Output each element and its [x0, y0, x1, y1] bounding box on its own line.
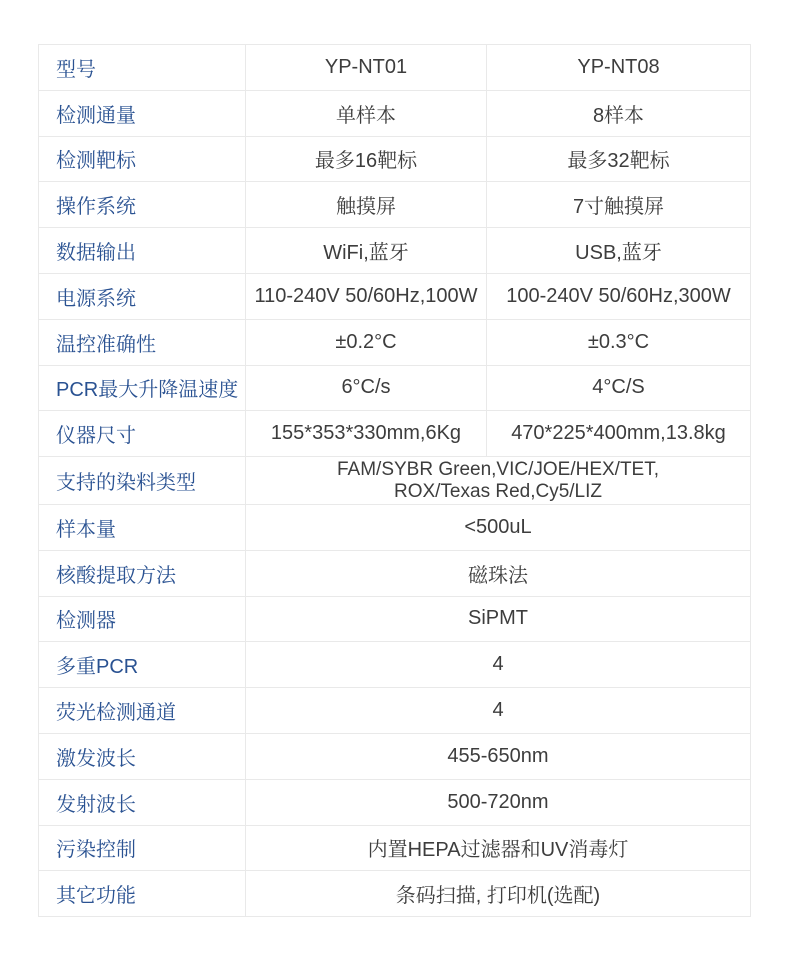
- row-value-merged: [246, 733, 751, 779]
- value-line: 455-650nm: [447, 744, 549, 767]
- row-label: 其它功能: [39, 871, 246, 917]
- row-label: 温控准确性: [39, 319, 246, 365]
- table-row: [39, 457, 751, 505]
- row-value-nt08: 4°C/S: [487, 365, 751, 411]
- row-value-nt08: USB,蓝牙: [487, 228, 751, 274]
- row-value-nt08: 470*225*400mm,13.8kg: [487, 411, 751, 457]
- table-row: [39, 550, 751, 596]
- value-line: SiPMT: [468, 607, 528, 630]
- row-value-nt01: WiFi,蓝牙: [246, 228, 487, 274]
- table-row: [39, 136, 751, 182]
- row-label: PCR最大升降温速度: [39, 365, 246, 411]
- table-row: [39, 733, 751, 779]
- row-value-nt01: 最多16靶标: [246, 136, 487, 182]
- row-value-nt08: 8样本: [487, 90, 751, 136]
- table-row: [39, 182, 751, 228]
- row-label: 型号: [39, 45, 246, 91]
- row-value-nt08: 100-240V 50/60Hz,300W: [487, 273, 751, 319]
- value-line: FAM/SYBR Green,VIC/JOE/HEX/TET,: [336, 459, 660, 481]
- table-row: [39, 411, 751, 457]
- row-value-merged: [246, 825, 751, 871]
- table-row: [39, 228, 751, 274]
- table-row: [39, 825, 751, 871]
- row-value-nt01: 触摸屏: [246, 182, 487, 228]
- row-value-merged: [246, 871, 751, 917]
- row-value-nt01: 单样本: [246, 90, 487, 136]
- value-line: 4: [492, 699, 504, 722]
- row-value-merged: [246, 642, 751, 688]
- value-line: <500uL: [464, 515, 532, 538]
- row-value-nt01: 110-240V 50/60Hz,100W: [246, 273, 487, 319]
- table-row: [39, 688, 751, 734]
- row-value-merged: [246, 779, 751, 825]
- row-value-nt08: YP-NT08: [487, 45, 751, 91]
- row-label: 激发波长: [39, 733, 246, 779]
- table-row: [39, 596, 751, 642]
- row-label: 检测靶标: [39, 136, 246, 182]
- row-value-nt01: ±0.2°C: [246, 319, 487, 365]
- spec-table-body: [39, 45, 751, 917]
- row-value-nt01: 155*353*330mm,6Kg: [246, 411, 487, 457]
- row-label: 支持的染料类型: [39, 457, 246, 505]
- row-label: 电源系统: [39, 273, 246, 319]
- row-label: 荧光检测通道: [39, 688, 246, 734]
- table-row: [39, 90, 751, 136]
- row-value-merged: [246, 550, 751, 596]
- table-row: [39, 45, 751, 91]
- row-label: 检测器: [39, 596, 246, 642]
- value-line: 内置HEPA过滤器和UV消毒灯: [367, 839, 629, 862]
- row-label: 污染控制: [39, 825, 246, 871]
- row-value-nt08: 7寸触摸屏: [487, 182, 751, 228]
- row-label: 检测通量: [39, 90, 246, 136]
- row-value-nt01: YP-NT01: [246, 45, 487, 91]
- value-line: 磁珠法: [468, 564, 528, 587]
- value-line: ROX/Texas Red,Cy5/LIZ: [393, 480, 603, 502]
- row-label: 样本量: [39, 504, 246, 550]
- row-value-merged: [246, 688, 751, 734]
- row-label: 操作系统: [39, 182, 246, 228]
- value-line: 条码扫描, 打印机(选配): [395, 885, 601, 908]
- table-row: [39, 642, 751, 688]
- table-row: [39, 779, 751, 825]
- row-value-merged: [246, 596, 751, 642]
- value-line: 500-720nm: [447, 790, 549, 813]
- row-label: 多重PCR: [39, 642, 246, 688]
- table-row: [39, 504, 751, 550]
- row-value-merged: [246, 457, 751, 505]
- row-label: 仪器尺寸: [39, 411, 246, 457]
- table-row: [39, 365, 751, 411]
- row-value-merged: [246, 504, 751, 550]
- table-row: [39, 319, 751, 365]
- value-line: 4: [492, 653, 504, 676]
- row-label: 核酸提取方法: [39, 550, 246, 596]
- table-row: [39, 871, 751, 917]
- row-label: 发射波长: [39, 779, 246, 825]
- spec-table: [38, 44, 751, 917]
- row-label: 数据输出: [39, 228, 246, 274]
- row-value-nt01: 6°C/s: [246, 365, 487, 411]
- table-row: [39, 273, 751, 319]
- row-value-nt08: 最多32靶标: [487, 136, 751, 182]
- row-value-nt08: ±0.3°C: [487, 319, 751, 365]
